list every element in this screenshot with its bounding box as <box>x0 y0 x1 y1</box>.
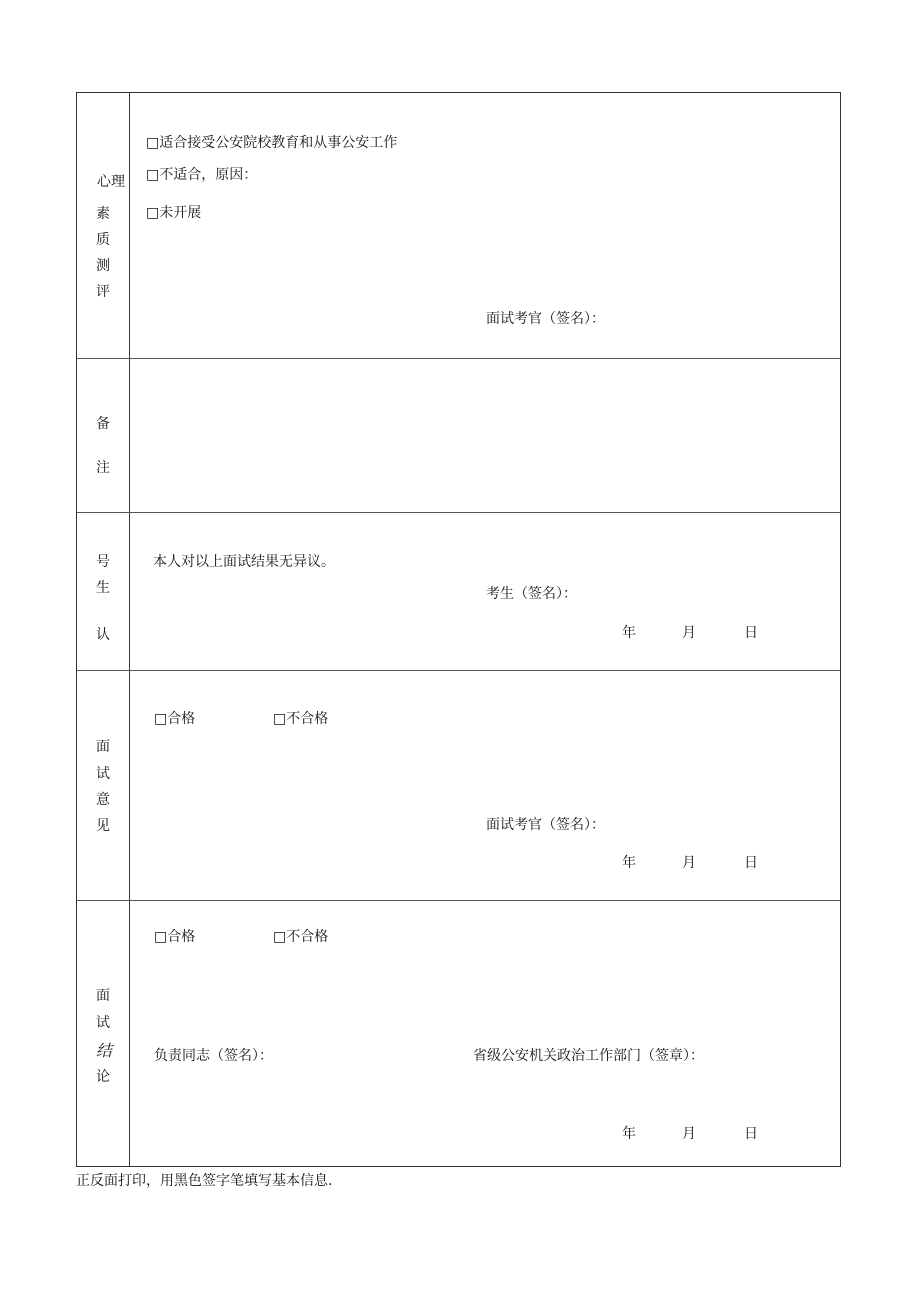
opinion-label-line-2: 试 <box>96 766 110 782</box>
responsible-signature-label: 负责同志（签名）： <box>154 1048 273 1064</box>
psych-label-line-2: 素 <box>96 206 110 222</box>
opinion-label-line-4: 见 <box>96 818 110 834</box>
candidate-label-cell <box>77 513 130 670</box>
conclusion-label-line-2: 试 <box>96 1015 110 1031</box>
conclusion-date-month: 月 <box>682 1126 696 1142</box>
candidate-label-line-2: 生 <box>96 580 110 596</box>
remarks-label-cell <box>77 359 130 512</box>
candidate-statement: 本人对以上面试结果无异议。 <box>153 554 335 570</box>
candidate-confirmation-row <box>77 513 840 671</box>
psych-label-line-4: 测 <box>96 258 110 274</box>
candidate-date-day: 日 <box>744 625 758 641</box>
remarks-row <box>77 359 840 513</box>
candidate-label-line-1: 号 <box>96 554 110 570</box>
conclusion-pass-checkbox[interactable]: □合格 <box>154 929 196 945</box>
opinion-label-cell <box>77 671 130 900</box>
opinion-date-year: 年 <box>622 855 636 871</box>
conclusion-fail-checkbox[interactable]: □不合格 <box>273 929 329 945</box>
psych-label-line-1: 心理 <box>97 174 125 190</box>
opinion-examiner-signature-label: 面试考官（签名）： <box>486 817 605 833</box>
option-suitable-checkbox[interactable]: □适合接受公安院校教育和从事公安工作 <box>146 135 398 151</box>
conclusion-date-year: 年 <box>622 1126 636 1142</box>
conclusion-content-cell <box>130 901 840 1166</box>
remarks-label-line-2: 注 <box>96 460 110 476</box>
conclusion-label-line-4: 论 <box>96 1069 110 1085</box>
opinion-fail-checkbox[interactable]: □不合格 <box>273 711 329 727</box>
candidate-signature-label: 考生（签名）： <box>486 586 577 602</box>
department-seal-label: 省级公安机关政治工作部门（签章）： <box>473 1048 704 1064</box>
interview-opinion-row <box>77 671 840 901</box>
conclusion-label-cell <box>77 901 130 1166</box>
conclusion-label-line-1: 面 <box>96 988 110 1004</box>
print-instructions-note: 正反面打印，用黑色签字笔填写基本信息. <box>76 1173 333 1189</box>
opinion-date-day: 日 <box>744 855 758 871</box>
psych-label-line-3: 质 <box>96 232 110 248</box>
remarks-content-cell[interactable] <box>130 359 840 512</box>
candidate-content-cell <box>130 513 840 670</box>
psych-examiner-signature-label: 面试考官（签名）： <box>486 311 605 327</box>
interview-conclusion-row <box>77 901 840 1166</box>
opinion-label-line-1: 面 <box>96 739 110 755</box>
psych-assessment-row <box>77 93 840 359</box>
conclusion-label-line-3: 结 <box>96 1041 113 1060</box>
candidate-date-year: 年 <box>622 625 636 641</box>
conclusion-date-day: 日 <box>744 1126 758 1142</box>
option-unsuitable-checkbox[interactable]: □不适合，原因： <box>146 167 258 183</box>
opinion-label-line-3: 意 <box>96 792 110 808</box>
psych-assessment-label-cell <box>77 93 130 358</box>
option-not-conducted-checkbox[interactable]: □未开展 <box>146 205 202 221</box>
interview-form-table <box>76 92 841 1167</box>
remarks-label-line-1: 备 <box>96 416 110 432</box>
candidate-label-line-3: 认 <box>96 627 110 643</box>
psych-label-line-5: 评 <box>96 284 110 300</box>
psych-assessment-content-cell <box>130 93 840 358</box>
candidate-date-month: 月 <box>682 625 696 641</box>
opinion-content-cell <box>130 671 840 900</box>
opinion-pass-checkbox[interactable]: □合格 <box>154 711 196 727</box>
opinion-date-month: 月 <box>682 855 696 871</box>
